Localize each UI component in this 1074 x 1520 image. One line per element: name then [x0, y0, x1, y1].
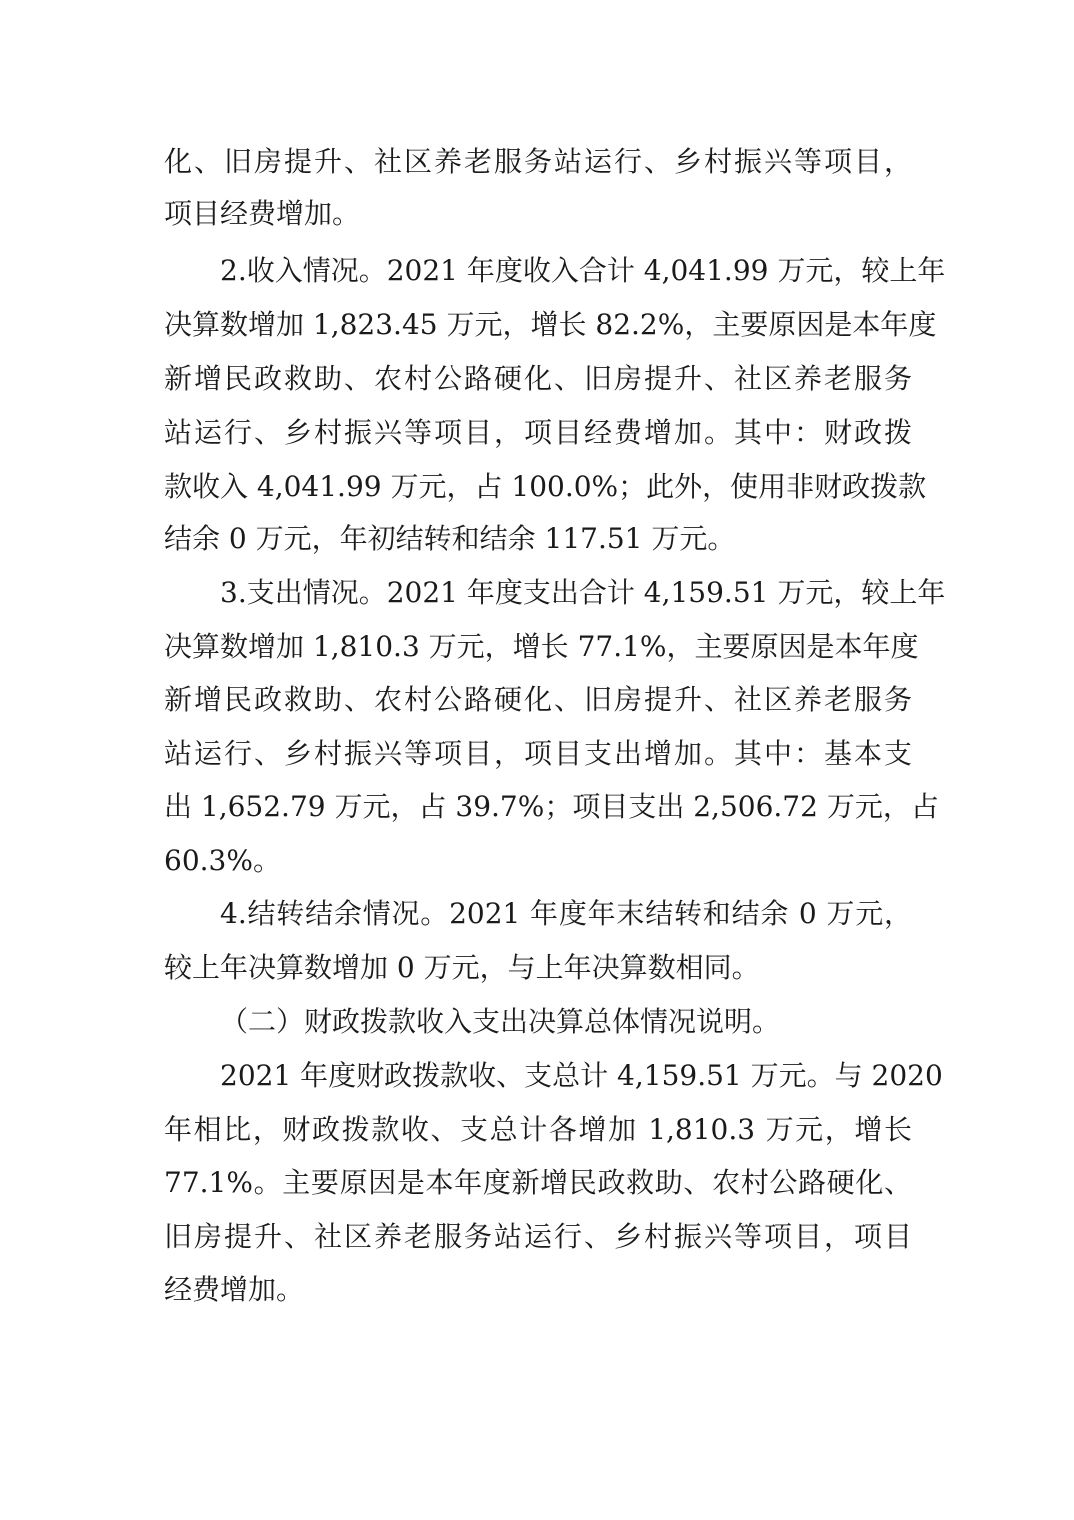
paragraph-fiscal-line-2: 年相比，财政拨款收、支总计各增加 1,810.3 万元，增长	[164, 1113, 912, 1146]
paragraph-1-line-2: 项目经费增加。	[164, 197, 361, 230]
paragraph-income-line-6: 结余 0 万元，年初结转和结余 117.51 万元。	[164, 522, 736, 555]
section-heading-fiscal-appropriation: （二）财政拨款收入支出决算总体情况说明。	[220, 1005, 781, 1038]
paragraph-expense-line-3: 新增民政救助、农村公路硬化、旧房提升、社区养老服务	[164, 683, 912, 716]
paragraph-expense-line-4: 站运行、乡村振兴等项目，项目支出增加。其中：基本支	[164, 737, 912, 770]
paragraph-expense-line-2: 决算数增加 1,810.3 万元，增长 77.1%，主要原因是本年度	[164, 630, 919, 663]
paragraph-expense-line-1: 3.支出情况。2021 年度支出合计 4,159.51 万元，较上年	[220, 576, 946, 609]
paragraph-fiscal-line-4: 旧房提升、社区养老服务站运行、乡村振兴等项目，项目	[164, 1220, 912, 1253]
paragraph-income-line-5: 款收入 4,041.99 万元，占 100.0%；此外，使用非财政拨款	[164, 470, 927, 503]
paragraph-income-line-2: 决算数增加 1,823.45 万元，增长 82.2%，主要原因是本年度	[164, 308, 937, 341]
paragraph-expense-line-5: 出 1,652.79 万元，占 39.7%；项目支出 2,506.72 万元，占	[164, 790, 939, 823]
paragraph-1-line-1: 化、旧房提升、社区养老服务站运行、乡村振兴等项目，	[164, 145, 912, 178]
paragraph-income-line-3: 新增民政救助、农村公路硬化、旧房提升、社区养老服务	[164, 362, 912, 395]
paragraph-carryover-line-2: 较上年决算数增加 0 万元，与上年决算数相同。	[164, 951, 760, 984]
paragraph-expense-line-6: 60.3%。	[164, 844, 281, 877]
paragraph-income-line-1: 2.收入情况。2021 年度收入合计 4,041.99 万元，较上年	[220, 254, 946, 287]
paragraph-fiscal-line-1: 2021 年度财政拨款收、支总计 4,159.51 万元。与 2020	[220, 1059, 943, 1092]
paragraph-fiscal-line-3: 77.1%。主要原因是本年度新增民政救助、农村公路硬化、	[164, 1166, 912, 1199]
paragraph-fiscal-line-5: 经费增加。	[164, 1273, 305, 1306]
paragraph-income-line-4: 站运行、乡村振兴等项目，项目经费增加。其中：财政拨	[164, 416, 912, 449]
paragraph-carryover-line-1: 4.结转结余情况。2021 年度年末结转和结余 0 万元，	[220, 897, 912, 930]
